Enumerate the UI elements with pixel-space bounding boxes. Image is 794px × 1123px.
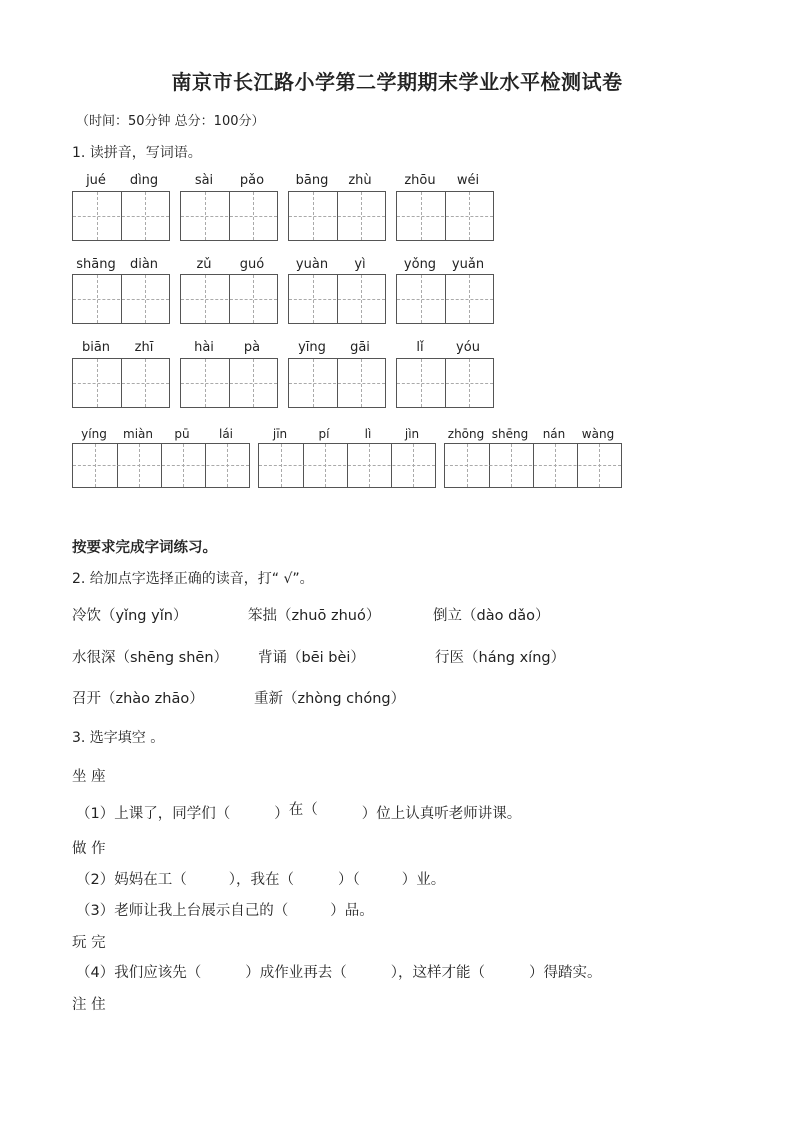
reading-choice[interactable]: 背诵（bēi bèi） [258, 650, 365, 666]
pinyin-label: yuàn [295, 257, 329, 272]
writing-grid[interactable] [396, 358, 494, 408]
pinyin-label: wàng [581, 427, 615, 441]
writing-grid[interactable] [72, 191, 170, 241]
fill-sentence-2: （2）妈妈在工（ ），我在（ ）（ ）业。 [76, 872, 446, 888]
fill-sentence-1: （1）上课了，同学们（ ）在（ ）位上认真听老师讲课。 [76, 802, 522, 822]
pinyin-label: lǐ [416, 340, 424, 355]
pinyin-label: yíng [81, 427, 107, 441]
writing-grid[interactable] [258, 443, 436, 488]
question-1-label: 1. 读拼音，写词语。 [72, 145, 202, 161]
fill-sentence-4: （4）我们应该先（ ）成作业再去（ ），这样才能（ ）得踏实。 [76, 965, 602, 981]
question-2-label: 2. 给加点字选择正确的读音，打“ √”。 [72, 571, 314, 587]
reading-choice[interactable]: 重新（zhòng chóng） [254, 691, 406, 707]
pinyin-label: pà [243, 340, 261, 355]
writing-grid[interactable] [288, 358, 386, 408]
reading-choice[interactable]: 召开（zhào zhāo） [72, 691, 204, 707]
writing-grid[interactable] [396, 191, 494, 241]
pinyin-label: lái [218, 427, 234, 441]
pinyin-label: pí [318, 427, 330, 441]
pinyin-label: nán [542, 427, 566, 441]
pinyin-label: miàn [123, 427, 153, 441]
reading-choice[interactable]: 水很深（shēng shēn） [72, 650, 229, 666]
exam-title: 南京市长江路小学第二学期期末学业水平检测试卷 [171, 70, 623, 94]
writing-grid[interactable] [180, 274, 278, 324]
pinyin-label: bāng [295, 173, 329, 188]
pinyin-label: sài [194, 173, 214, 188]
pinyin-label: dìng [129, 173, 159, 188]
writing-grid[interactable] [72, 443, 250, 488]
writing-grid[interactable] [72, 358, 170, 408]
writing-grid[interactable] [444, 443, 622, 488]
fill-sentence-3: （3）老师让我上台展示自己的（ ）品。 [76, 903, 374, 919]
pinyin-label: zhōng [447, 427, 485, 441]
pinyin-label: pū [174, 427, 190, 441]
pinyin-label: zhù [348, 173, 372, 188]
pinyin-label: hài [194, 340, 214, 355]
char-choice-pair: 做 作 [72, 841, 106, 857]
pinyin-label: diàn [129, 257, 159, 272]
section-heading: 按要求完成字词练习。 [72, 540, 217, 556]
writing-grid[interactable] [288, 191, 386, 241]
pinyin-label: yǒng [403, 257, 437, 272]
writing-grid[interactable] [396, 274, 494, 324]
pinyin-label: wéi [456, 173, 480, 188]
pinyin-label: jué [86, 173, 106, 188]
writing-grid[interactable] [72, 274, 170, 324]
pinyin-label: yì [354, 257, 366, 272]
pinyin-label: zǔ [196, 257, 212, 272]
pinyin-label: shēng [491, 427, 529, 441]
pinyin-label: jìn [404, 427, 420, 441]
pinyin-label: gāi [350, 340, 370, 355]
pinyin-label: guó [239, 257, 265, 272]
writing-grid[interactable] [180, 191, 278, 241]
char-choice-pair: 注 住 [72, 997, 106, 1013]
char-choice-pair: 玩 完 [72, 935, 106, 951]
question-3-label: 3. 选字填空 。 [72, 730, 165, 746]
pinyin-label: shāng [76, 257, 116, 272]
pinyin-label: biān [81, 340, 111, 355]
pinyin-label: lì [364, 427, 372, 441]
writing-grid[interactable] [288, 274, 386, 324]
reading-choice[interactable]: 行医（háng xíng） [435, 650, 566, 666]
reading-choice[interactable]: 笨拙（zhuō zhuó） [248, 608, 381, 624]
pinyin-label: yuǎn [451, 257, 485, 272]
reading-choice[interactable]: 冷饮（yǐng yǐn） [72, 608, 188, 624]
char-choice-pair: 坐 座 [72, 769, 106, 785]
pinyin-label: zhōu [404, 173, 436, 188]
pinyin-label: yīng [298, 340, 326, 355]
pinyin-label: zhī [134, 340, 154, 355]
exam-subtitle: （时间：50分钟 总分：100分） [76, 114, 265, 129]
reading-choice[interactable]: 倒立（dào dǎo） [433, 608, 550, 624]
pinyin-label: yóu [456, 340, 480, 355]
writing-grid[interactable] [180, 358, 278, 408]
pinyin-label: pǎo [239, 173, 265, 188]
pinyin-label: jīn [272, 427, 288, 441]
